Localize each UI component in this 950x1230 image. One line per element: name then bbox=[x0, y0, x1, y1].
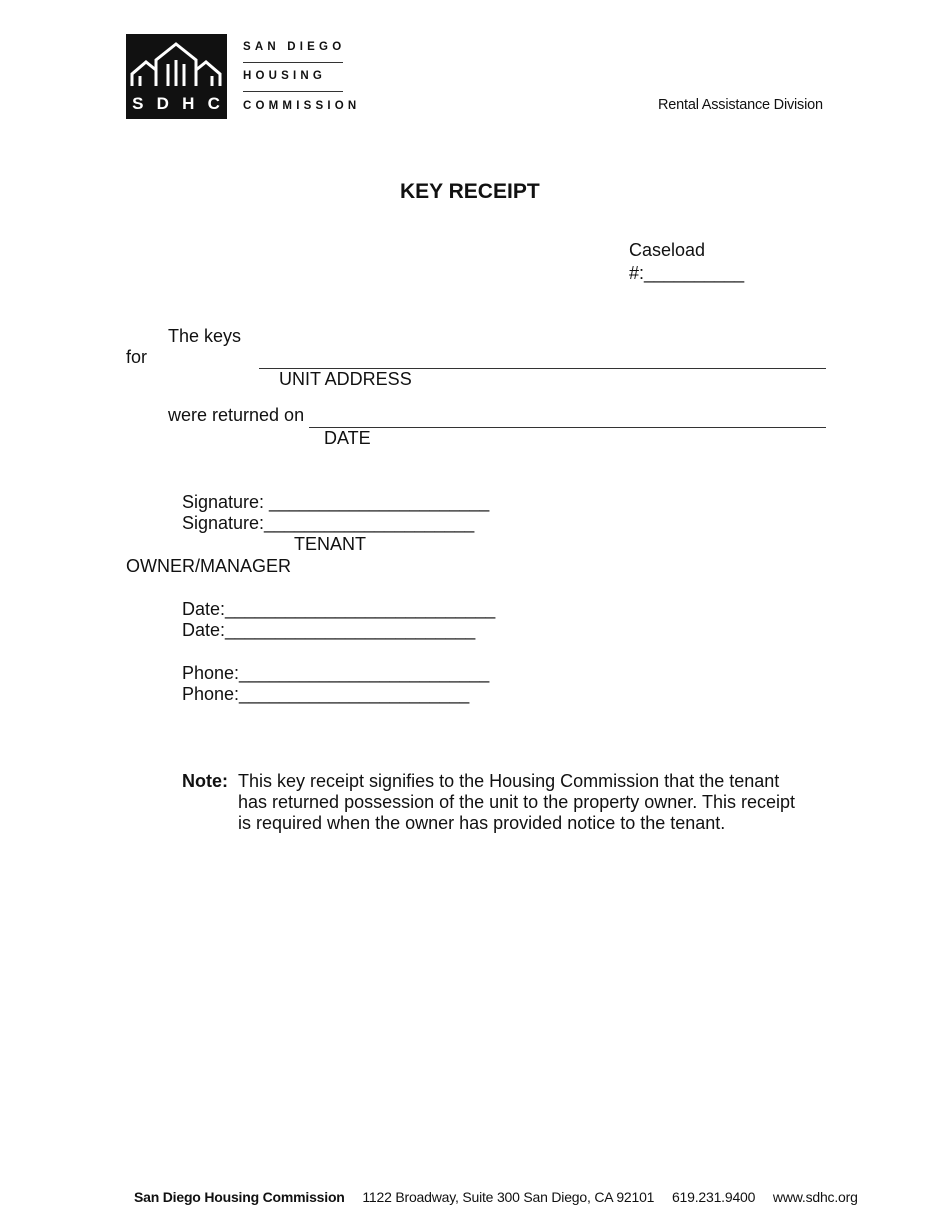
date-line-tenant[interactable]: Date:___________________________ bbox=[182, 599, 496, 619]
tenant-caption: TENANT bbox=[294, 534, 366, 554]
footer-website: www.sdhc.org bbox=[772, 1189, 858, 1205]
signature-line-tenant[interactable]: Signature: ______________________ bbox=[182, 492, 490, 512]
phone-line-tenant[interactable]: Phone:_________________________ bbox=[182, 663, 490, 683]
caseload-label: Caseload bbox=[629, 240, 706, 260]
sdhc-logo bbox=[126, 34, 227, 119]
form-title: KEY RECEIPT bbox=[400, 180, 540, 203]
owner-manager-caption: OWNER/MANAGER bbox=[126, 556, 292, 576]
logo-wordmark-commission: COMMISSION bbox=[243, 100, 361, 112]
logo-wordmark-housing: HOUSING bbox=[243, 70, 327, 82]
signature-line-owner[interactable]: Signature:_____________________ bbox=[182, 513, 475, 533]
caseload-blank: ________ bbox=[664, 263, 745, 283]
returned-on-label: were returned on bbox=[168, 405, 305, 425]
keys-for: for bbox=[126, 347, 148, 367]
logo-letters: S D H C bbox=[132, 94, 221, 113]
footer bbox=[134, 1189, 872, 1205]
logo-wordmark-san-diego: SAN DIEGO bbox=[243, 41, 346, 53]
phone-line-owner[interactable]: Phone:_______________________ bbox=[182, 684, 470, 704]
logo-divider bbox=[243, 62, 343, 63]
date-caption: DATE bbox=[324, 428, 371, 448]
note-text: This key receipt signifies to the Housing Commission that the tenant has returned possession of the unit to the property owner. This receipt is required when the owner has provided notice to the tenant. bbox=[238, 771, 795, 833]
division-name: Rental Assistance Division bbox=[658, 97, 823, 113]
return-date-line[interactable] bbox=[309, 427, 826, 428]
footer-org: San Diego Housing Commission bbox=[134, 1189, 345, 1205]
caseload-hash: #:__ bbox=[629, 263, 665, 283]
footer-address: 1122 Broadway, Suite 300 San Diego, CA 92101 bbox=[362, 1189, 655, 1205]
caseload-field[interactable] bbox=[629, 263, 744, 284]
footer-phone: 619.231.9400 bbox=[671, 1189, 756, 1205]
note-label: Note: bbox=[182, 771, 228, 791]
unit-address-caption: UNIT ADDRESS bbox=[279, 369, 412, 389]
logo-divider bbox=[243, 91, 343, 92]
keys-intro: The keys bbox=[168, 326, 242, 346]
date-line-owner[interactable]: Date:_________________________ bbox=[182, 620, 476, 640]
houses-icon bbox=[126, 34, 227, 94]
